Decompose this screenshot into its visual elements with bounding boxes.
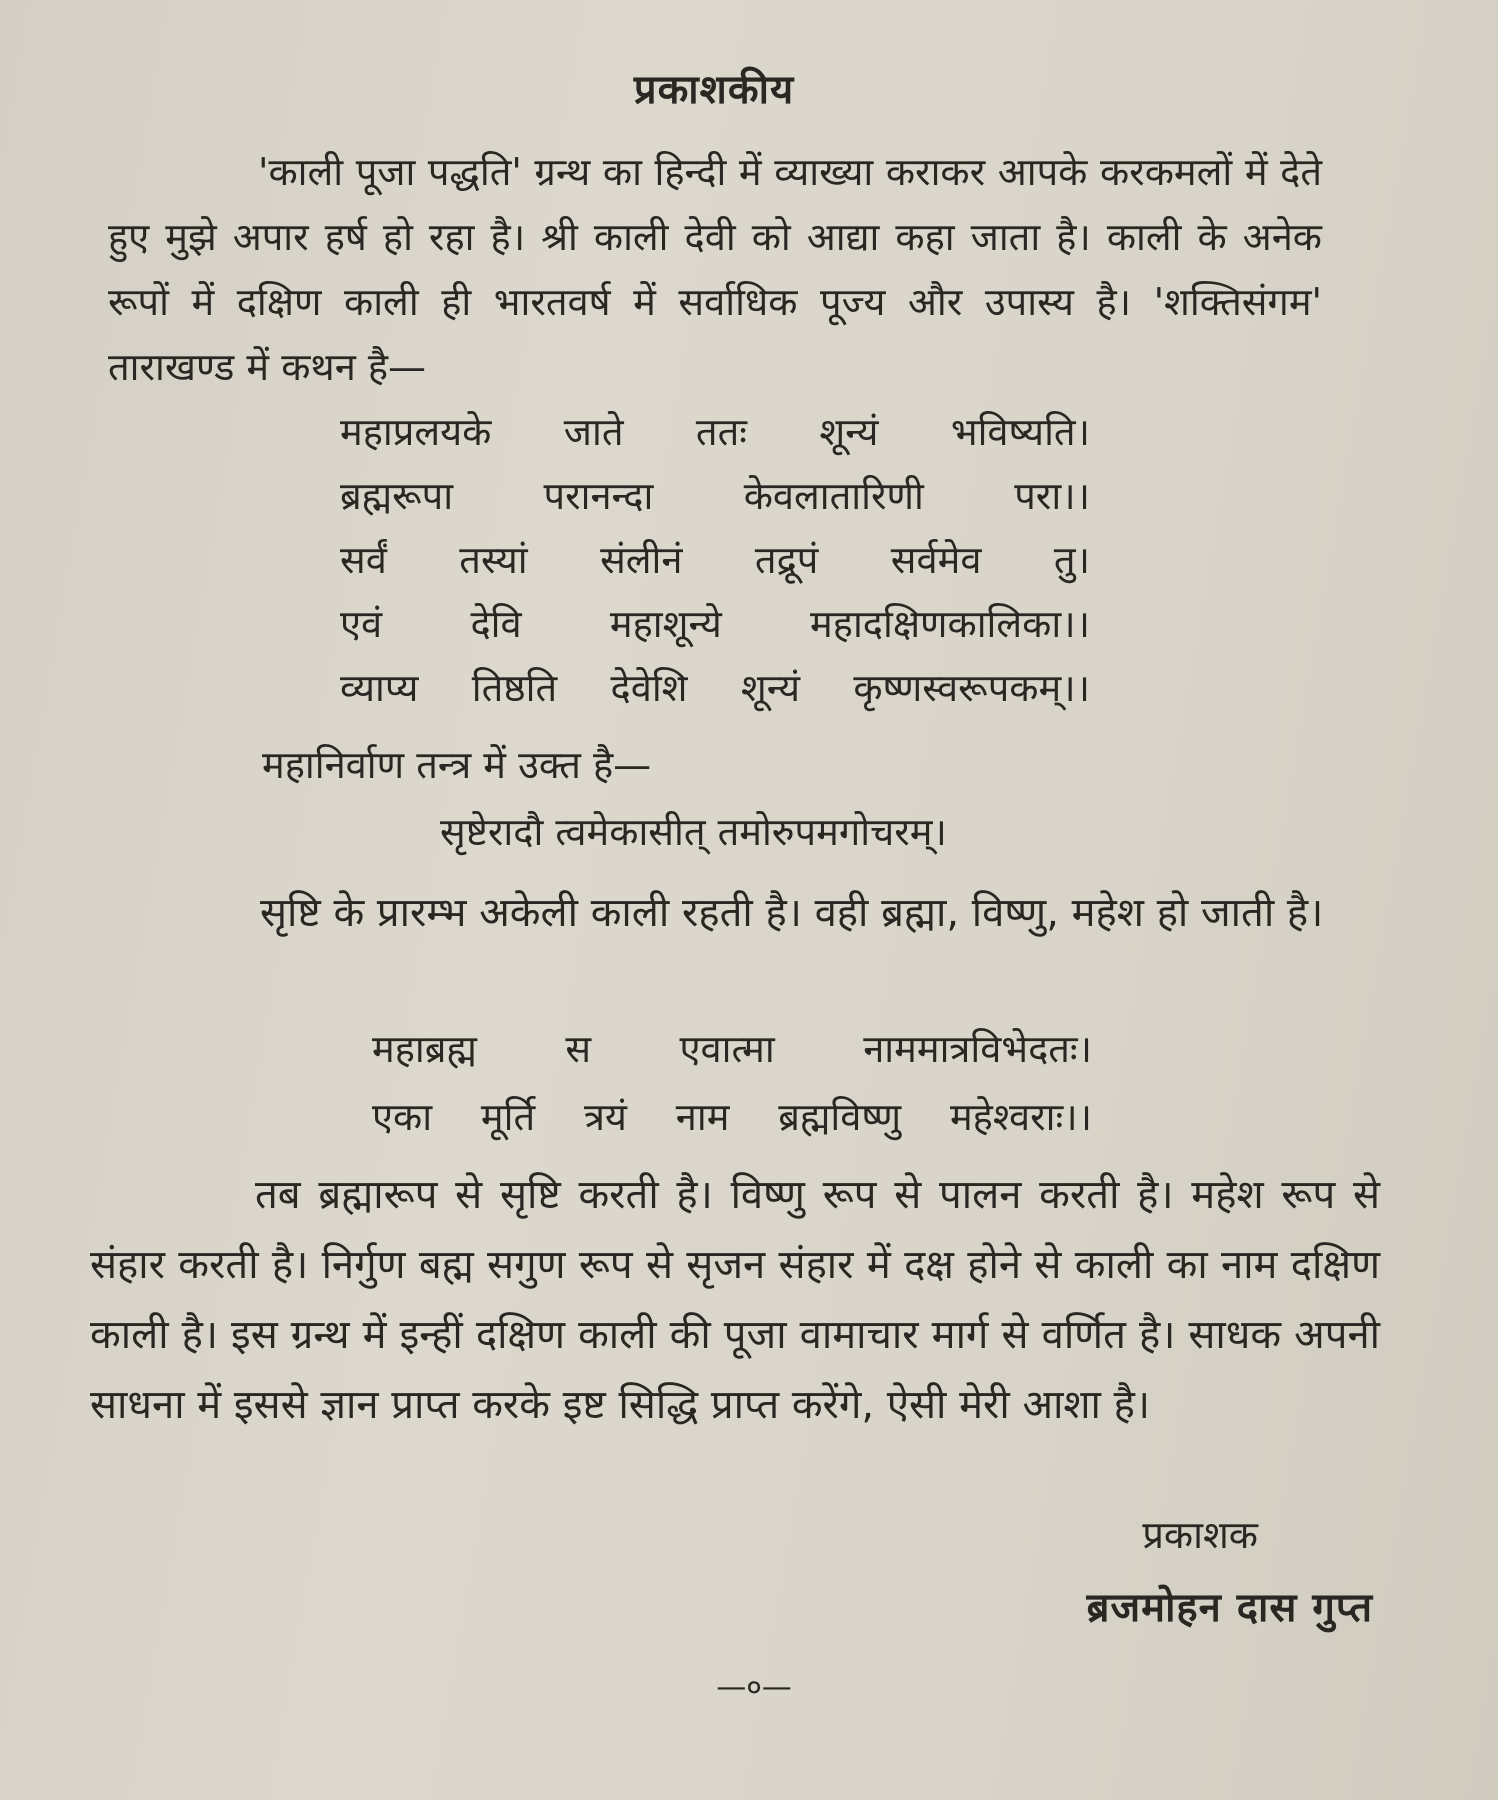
verse-line: महाप्रलयके जाते ततः शून्यं भविष्यति।	[340, 410, 1090, 454]
mahanirvana-intro: महानिर्वाण तन्त्र में उक्त है—	[262, 743, 652, 787]
creation-paragraph	[95, 878, 1355, 948]
verse-line: एवं देवि महाशून्ये महादक्षिणकालिका।।	[340, 602, 1090, 646]
intro-paragraph	[108, 140, 1322, 400]
verse-line: एका मूर्ति त्रयं नाम ब्रह्मविष्णु महेश्वराः।।	[372, 1095, 1092, 1139]
verse-line: व्याप्य तिष्ठति देवेशि शून्यं कृष्णस्वरूपकम्।।	[340, 666, 1090, 710]
verse-line: सर्वं तस्यां संलीनं तद्रूपं सर्वमेव तु।	[340, 538, 1090, 582]
intro-paragraph-text: 'काली पूजा पद्धति' ग्रन्थ का हिन्दी में व्याख्या कराकर आपके करकमलों में देते हुए मुझे अपार हर्ष हो रहा है। श्री काली देवी को आद्या कहा जाता है। काली के अनेक रूपों में दक्षिण काली ही भारतवर्ष में सर्वाधिक पूज्य और उपास्य है। 'शक्तिसंगम' ताराखण्ड में कथन है—	[108, 150, 1322, 389]
verse-line: महाब्रह्म स एवात्मा नाममात्रविभेदतः।	[372, 1027, 1092, 1071]
shakti-sangam-verse	[340, 400, 1090, 720]
closing-paragraph-text: तब ब्रह्मारूप से सृष्टि करती है। विष्णु रूप से पालन करती है। महेश रूप से संहार करती है। निर्गुण बह्म सगुण रूप से सृजन संहार में दक्ष होने से काली का नाम दक्षिण काली है। इस ग्रन्थ में इन्हीं दक्षिण काली की पूजा वामाचार मार्ग से वर्णित है। साधक अपनी साधना में इससे ज्ञान प्राप्त करके इष्ट सिद्धि प्राप्त करेंगे, ऐसी मेरी आशा है।	[90, 1172, 1380, 1428]
trinity-verse	[372, 1015, 1092, 1151]
publisher-label: प्रकाशक	[1142, 1513, 1258, 1557]
mahanirvana-quote: सृष्टेरादौ त्वमेकासीत् तमोरुपमगोचरम्।	[440, 810, 947, 854]
creation-paragraph-text: सृष्टि के प्रारम्भ अकेली काली रहती है। वही ब्रह्मा, विष्णु, महेश हो जाती है।	[260, 890, 1324, 936]
publisher-name: ब्रजमोहन दास गुप्त	[1086, 1585, 1373, 1631]
verse-line: ब्रह्मरूपा परानन्दा केवलातारिणी परा।।	[340, 474, 1090, 518]
page-title: प्रकाशकीय	[633, 67, 795, 113]
closing-paragraph	[90, 1160, 1380, 1440]
end-ornament: —०—	[716, 1670, 792, 1705]
